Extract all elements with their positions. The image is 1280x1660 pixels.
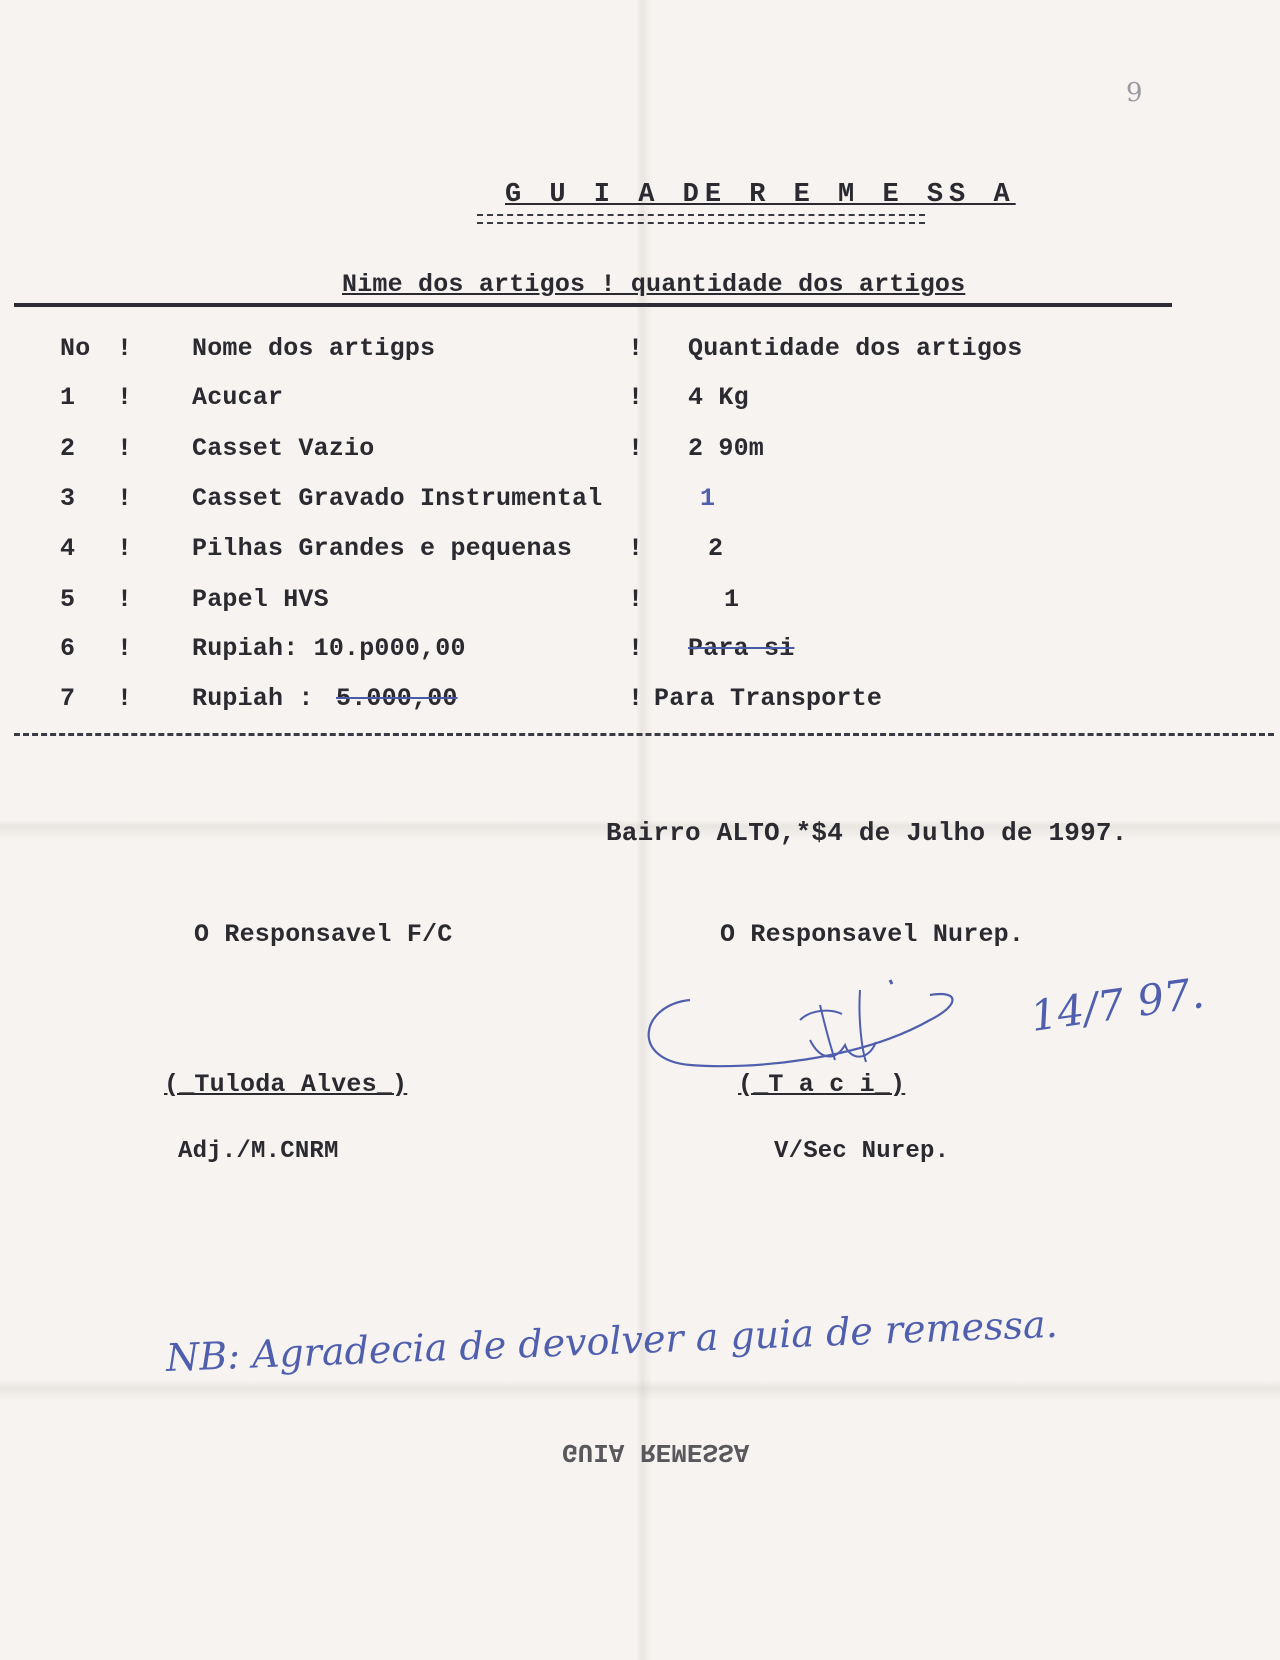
row-separator: !	[628, 634, 644, 663]
responsible-right-label: O Responsavel Nurep.	[720, 920, 1025, 949]
row-separator: !	[628, 585, 644, 614]
row-item-name: Rupiah :	[192, 684, 314, 713]
row-quantity: 2	[708, 534, 724, 563]
signature-scribble	[630, 950, 1030, 1090]
title-double-rule	[477, 214, 925, 224]
row-quantity: 4 Kg	[688, 383, 749, 412]
row-number: 1	[60, 383, 76, 412]
row-separator: !	[628, 684, 644, 713]
row-number: 6	[60, 634, 76, 663]
signer-left-name: (_Tuloda Alves_)	[164, 1070, 408, 1099]
row-number: 5	[60, 585, 76, 614]
row-item-amount-struck: 5.000,00	[336, 684, 458, 713]
header-no: No	[60, 334, 91, 363]
row-item-name: Acucar	[192, 383, 284, 412]
row-quantity: Para Transporte	[654, 684, 883, 713]
row-item-name: Casset Gravado Instrumental	[192, 484, 603, 513]
handwritten-date: 14/7 97.	[1027, 968, 1208, 1041]
row-quantity: Para si	[688, 634, 795, 663]
signer-left-role: Adj./M.CNRM	[178, 1138, 339, 1165]
table-bottom-rule	[14, 733, 1274, 736]
table-top-rule	[14, 303, 1172, 307]
row-number: 2	[60, 434, 76, 463]
signer-right-name: (_T a c i_)	[738, 1070, 906, 1099]
row-number: 4	[60, 534, 76, 563]
row-quantity: 1	[700, 484, 716, 513]
row-quantity: 2 90m	[688, 434, 765, 463]
document-title: G U I A DE R E M E SS A	[505, 180, 1016, 210]
header-separator: !	[628, 334, 644, 363]
row-separator: !	[117, 383, 133, 412]
row-separator: !	[628, 534, 644, 563]
row-item-name: Papel HVS	[192, 585, 329, 614]
responsible-left-label: O Responsavel F/C	[194, 920, 453, 949]
handwritten-note: NB: Agradecia de devolver a guia de remessa.	[165, 1301, 1059, 1380]
row-separator: !	[117, 585, 133, 614]
place-and-date: Bairro ALTO,*$4 de Julho de 1997.	[606, 818, 1128, 848]
row-separator: !	[628, 383, 644, 412]
signer-right-role: V/Sec Nurep.	[774, 1138, 950, 1165]
page-number: 9	[1126, 78, 1143, 108]
row-separator: !	[117, 434, 133, 463]
row-item-name: Casset Vazio	[192, 434, 375, 463]
reverse-side-bleed-text: GUIA REMESSA	[562, 1437, 750, 1467]
row-separator: !	[117, 684, 133, 713]
row-separator: !	[117, 534, 133, 563]
row-item-name: Rupiah: 10.p000,00	[192, 634, 466, 663]
row-number: 7	[60, 684, 76, 713]
row-separator: !	[628, 434, 644, 463]
header-quantity: Quantidade dos artigos	[688, 334, 1023, 363]
row-number: 3	[60, 484, 76, 513]
header-name: Nome dos artigps	[192, 334, 436, 363]
table-caption: Nime dos artigos ! quantidade dos artigos	[342, 270, 966, 299]
row-separator: !	[117, 634, 133, 663]
row-item-name: Pilhas Grandes e pequenas	[192, 534, 573, 563]
row-separator: !	[117, 484, 133, 513]
row-quantity: 1	[724, 585, 740, 614]
header-separator: !	[117, 334, 133, 363]
